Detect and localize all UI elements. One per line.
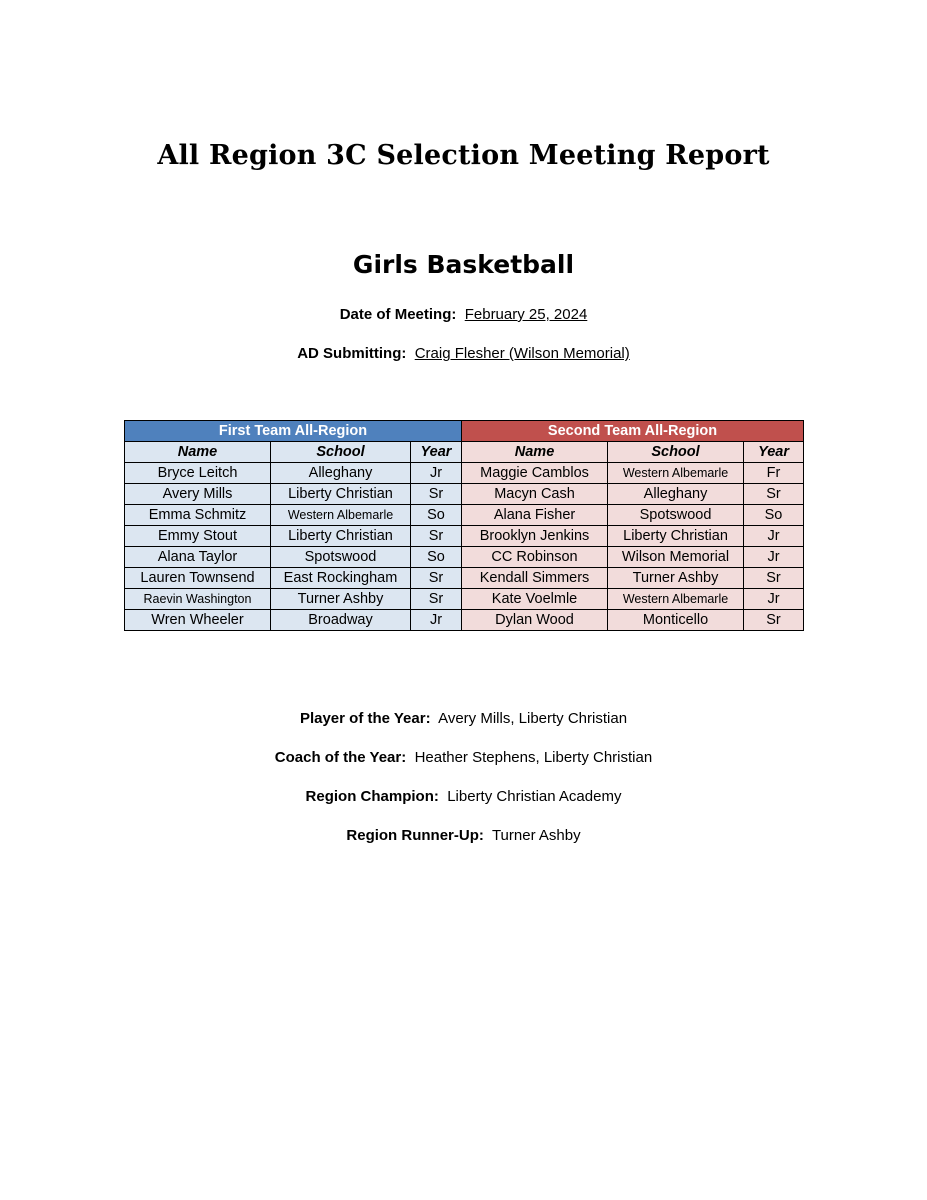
second-player-school: Alleghany	[608, 484, 744, 505]
second-year-col-header: Year	[744, 442, 804, 463]
first-player-year: Jr	[411, 463, 462, 484]
second-player-year: Jr	[744, 547, 804, 568]
meeting-date-line	[0, 306, 927, 323]
second-player-school: Spotswood	[608, 505, 744, 526]
second-player-school: Monticello	[608, 610, 744, 631]
second-player-school: Turner Ashby	[608, 568, 744, 589]
table-row	[125, 589, 804, 610]
first-school-col-header: School	[271, 442, 411, 463]
first-player-name: Emma Schmitz	[125, 505, 271, 526]
second-player-name: Kate Voelmle	[462, 589, 608, 610]
first-player-school: East Rockingham	[271, 568, 411, 589]
second-player-school: Wilson Memorial	[608, 547, 744, 568]
second-player-name: Dylan Wood	[462, 610, 608, 631]
table-row	[125, 610, 804, 631]
player-of-year-label: Player of the Year:	[299, 710, 431, 727]
table-row	[125, 568, 804, 589]
second-player-year: Sr	[744, 484, 804, 505]
first-year-col-header: Year	[411, 442, 462, 463]
first-player-name: Raevin Washington	[125, 589, 271, 610]
first-player-name: Avery Mills	[125, 484, 271, 505]
table-row	[125, 547, 804, 568]
region-champion-value: Liberty Christian Academy	[447, 788, 622, 805]
coach-of-year-line	[0, 749, 927, 766]
first-player-year: Jr	[411, 610, 462, 631]
meeting-date-label: Date of Meeting:	[339, 306, 457, 323]
region-champion-label: Region Champion:	[305, 788, 439, 805]
second-player-year: Jr	[744, 589, 804, 610]
ad-submitting-label: AD Submitting:	[297, 345, 407, 362]
second-player-year: Jr	[744, 526, 804, 547]
second-player-name: Maggie Camblos	[462, 463, 608, 484]
second-player-year: Sr	[744, 610, 804, 631]
first-player-year: Sr	[411, 568, 462, 589]
second-player-name: Brooklyn Jenkins	[462, 526, 608, 547]
second-player-year: Sr	[744, 568, 804, 589]
second-player-name: Alana Fisher	[462, 505, 608, 526]
first-player-name: Emmy Stout	[125, 526, 271, 547]
second-player-name: Macyn Cash	[462, 484, 608, 505]
first-player-school: Western Albemarle	[271, 505, 411, 526]
region-runner-up-value: Turner Ashby	[491, 827, 581, 844]
team-header-row	[125, 421, 804, 442]
first-player-name: Alana Taylor	[125, 547, 271, 568]
first-player-year: So	[411, 547, 462, 568]
all-region-table	[124, 420, 804, 631]
first-player-name: Wren Wheeler	[125, 610, 271, 631]
coach-of-year-label: Coach of the Year:	[274, 749, 407, 766]
table-row	[125, 463, 804, 484]
second-player-school: Liberty Christian	[608, 526, 744, 547]
ad-submitting-line	[0, 345, 927, 362]
second-name-col-header: Name	[462, 442, 608, 463]
table-row	[125, 484, 804, 505]
column-header-row	[125, 442, 804, 463]
first-player-school: Spotswood	[271, 547, 411, 568]
report-title: All Region 3C Selection Meeting Report	[157, 140, 770, 171]
table-row	[125, 526, 804, 547]
second-player-school: Western Albemarle	[608, 463, 744, 484]
second-school-col-header: School	[608, 442, 744, 463]
first-player-school: Turner Ashby	[271, 589, 411, 610]
first-player-name: Bryce Leitch	[125, 463, 271, 484]
first-name-col-header: Name	[125, 442, 271, 463]
first-player-name: Lauren Townsend	[125, 568, 271, 589]
first-player-school: Liberty Christian	[271, 484, 411, 505]
region-runner-up-line	[0, 827, 927, 844]
sport-subtitle: Girls Basketball	[352, 250, 575, 279]
first-player-school: Alleghany	[271, 463, 411, 484]
first-player-year: So	[411, 505, 462, 526]
second-player-name: CC Robinson	[462, 547, 608, 568]
second-player-year: So	[744, 505, 804, 526]
second-player-name: Kendall Simmers	[462, 568, 608, 589]
coach-of-year-value: Heather Stephens, Liberty Christian	[414, 749, 653, 766]
table-row	[125, 505, 804, 526]
first-player-school: Liberty Christian	[271, 526, 411, 547]
player-of-year-line	[0, 710, 927, 727]
region-champion-line	[0, 788, 927, 805]
second-player-year: Fr	[744, 463, 804, 484]
first-player-school: Broadway	[271, 610, 411, 631]
region-runner-up-label: Region Runner-Up:	[346, 827, 484, 844]
player-of-year-value: Avery Mills, Liberty Christian	[438, 710, 628, 727]
second-team-header: Second Team All-Region	[462, 421, 804, 442]
meeting-date-value: February 25, 2024	[464, 306, 588, 323]
ad-submitting-value: Craig Flesher (Wilson Memorial)	[414, 345, 630, 362]
second-player-school: Western Albemarle	[608, 589, 744, 610]
first-player-year: Sr	[411, 484, 462, 505]
first-player-year: Sr	[411, 526, 462, 547]
first-team-header: First Team All-Region	[125, 421, 462, 442]
first-player-year: Sr	[411, 589, 462, 610]
